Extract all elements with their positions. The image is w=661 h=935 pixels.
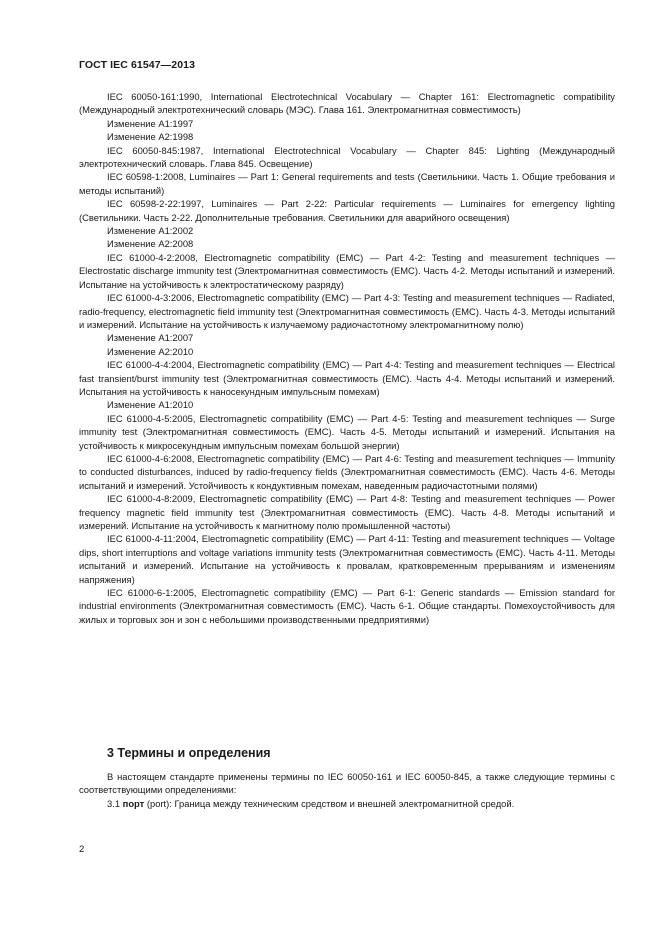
amendment-item: Изменение A1:2002 bbox=[107, 225, 194, 237]
reference-item: IEC 61000-4-3:2006, Electromagnetic compatibility (EMC) — Part 4-3: Testing and measurement techniques — Radiated, radio-frequency, electromagnetic field immunity test (Электромагнитная совместимость (ЕМС). Часть 4-3. Методы испытаний и измерений. Испытание на устойчивость к излучаемому радиочастотному электромагнитному полю) bbox=[79, 292, 615, 330]
reference-item: IEC 61000-4-4:2004, Electromagnetic compatibility (EMC) — Part 4-4: Testing and measurement techniques — Electrical fast transient/burst immunity test (Электромагнитная совместимость (ЕМС). Часть 4-4. Методы испытаний и измерений. Испытания на устойчивость к наносекундным импульсным помехам) bbox=[79, 359, 615, 397]
reference-item: IEC 61000-4-5:2005, Electromagnetic compatibility (EMC) — Part 4-5: Testing and measurement techniques — Surge immunity test (Электромагнитная совместимость (ЕМС). Часть 4-5. Методы испытаний и измерений. Испытания на устойчивость к микросекундным импульсным помехам большой энергии) bbox=[79, 412, 615, 451]
reference-item: IEC 61000-4-8:2009, Electromagnetic compatibility (EMC) — Part 4-8: Testing and measurement techniques — Power frequency magnetic field immunity test (Электромагнитная совместимость (ЕМС). Часть 4-8. Методы испытаний и измерений. Испытание на устойчивость к магнитному полю промышленной частоты) bbox=[79, 493, 615, 531]
term-definition-line bbox=[79, 797, 615, 810]
section-intro: В настоящем стандарте применены термины по IEC 60050-161 и IEC 60050-845, а также следующие термины с соответствующими определениями: bbox=[79, 771, 615, 796]
references-list bbox=[79, 90, 615, 626]
amendment-item: Изменение A1:1997 bbox=[107, 117, 194, 129]
section-title: 3 Термины и определения bbox=[107, 746, 271, 760]
reference-item: IEC 61000-4-6:2008, Electromagnetic compatibility (EMC) — Part 4-6: Testing and measurement techniques — Immunity to conducted disturbances, induced by radio-frequency fields (Электромагнитная совместимость (ЕМС). Часть 4-6. Методы испытаний и измерений. Устойчивость к кондуктивным помехам, наведенным радиочастотными полями) bbox=[79, 452, 615, 491]
reference-item: IEC 60050-845:1987, International Electrotechnical Vocabulary — Chapter 845: Lighting (Международный электротехнический словарь. Глава 845. Освещение) bbox=[79, 144, 615, 170]
reference-item: IEC 61000-6-1:2005, Electromagnetic compatibility (EMC) — Part 6-1: Generic standards — Emission standard for industrial environments (Электромагнитная совместимость (ЕМС). Часть 6-1. Общие стандарты. Помехоустойчивость для жилых и торговых зон и зон с небольшими производственными предприятиями) bbox=[79, 587, 615, 625]
amendment-item: Изменение A2:2010 bbox=[107, 345, 194, 357]
amendment-item: Изменение A1:2010 bbox=[107, 399, 194, 411]
page-number: 2 bbox=[79, 844, 85, 855]
reference-item: IEC 61000-4-11:2004, Electromagnetic compatibility (EMC) — Part 4-11: Testing and measurement techniques — Voltage dips, short interruptions and voltage variations immunity tests (Электромагнитная совместимость (ЕМС). Часть 4-11. Методы испытаний и измерений. Испытание на устойчивость к провалам, кратковременным прерываниям и изменениям напряжения) bbox=[79, 533, 615, 585]
reference-item: IEC 60050-161:1990, International Electrotechnical Vocabulary — Chapter 161: Electromagnetic compatibility (Международный электротехнический словарь (МЭС). Глава 161. Электромагнитная совместимость) bbox=[79, 91, 615, 116]
term-number: 3.1 bbox=[107, 797, 121, 809]
term-definition: (port): Граница между техническим средством и внешней электромагнитной средой. bbox=[146, 797, 515, 809]
reference-item: IEC 61000-4-2:2008, Electromagnetic compatibility (EMC) — Part 4-2: Testing and measurement techniques — Electrostatic discharge immunity test (Электромагнитная совместимость (ЕМС). Часть 4-2. Методы испытаний и измерений. Испытание на устойчивость к электростатическому разряду) bbox=[79, 251, 615, 290]
amendment-item: Изменение A2:2008 bbox=[107, 238, 194, 250]
term-name: порт bbox=[122, 797, 145, 809]
document-header: ГОСТ IEC 61547—2013 bbox=[79, 59, 196, 71]
section-body bbox=[79, 770, 615, 810]
amendment-item: Изменение A2:1998 bbox=[107, 131, 194, 143]
reference-item: IEC 60598-1:2008, Luminaires — Part 1: General requirements and tests (Светильники. Часть 1. Общие требования и методы испытаний) bbox=[79, 171, 615, 196]
amendment-item: Изменение A1:2007 bbox=[107, 332, 194, 344]
reference-item: IEC 60598-2-22:1997, Luminaires — Part 2-22: Particular requirements — Luminaires for emergency lighting (Светильники. Часть 2-22. Дополнительные требования. Светильники для аварийного освещения) bbox=[79, 198, 615, 223]
